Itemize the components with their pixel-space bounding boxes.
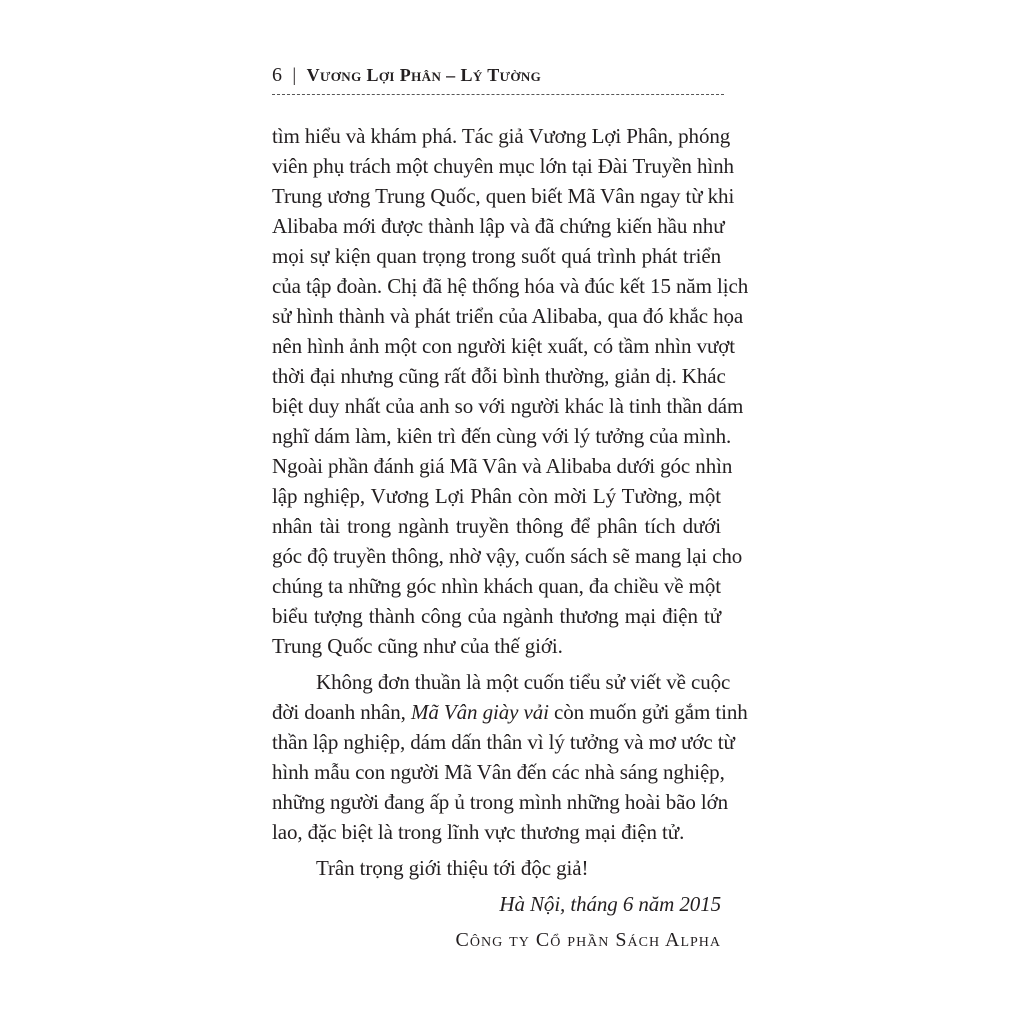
publisher-signature: Công ty Cổ phần Sách Alpha (455, 929, 721, 951)
text-line (272, 697, 748, 727)
header-divider (272, 94, 724, 95)
text-line: tìm hiểu và khám phá. Tác giả Vương Lợi Phân, phóng (272, 124, 731, 148)
text-line: lập nghiệp, Vương Lợi Phân còn mời Lý Tường, một (272, 484, 721, 508)
text-line: chúng ta những góc nhìn khách quan, đa chiều về một (272, 574, 721, 598)
page-number: 6 (272, 64, 283, 86)
running-header (272, 62, 724, 88)
text-line: của tập đoàn. Chị đã hệ thống hóa và đúc kết 15 năm lịch (272, 274, 749, 298)
text-line: biệt duy nhất của anh so với người khác là tinh thần dám (272, 394, 744, 418)
text-line: nghĩ dám làm, kiên trì đến cùng với lý tưởng của mình. (272, 424, 732, 448)
header-title: Vương Lợi Phân – Lý Tường (306, 65, 542, 85)
text-line: viên phụ trách một chuyên mục lớn tại Đài Truyền hình (272, 154, 734, 178)
closing-line: Trân trọng giới thiệu tới độc giả! (316, 856, 589, 880)
text-line: Trung ương Trung Quốc, quen biết Mã Vân ngay từ khi (272, 184, 735, 208)
text-line: lao, đặc biệt là trong lĩnh vực thương mại điện tử. (272, 820, 685, 844)
header-separator: | (292, 65, 297, 86)
paragraph-2 (272, 667, 748, 847)
body-text (272, 121, 749, 955)
text-line: thời đại nhưng cũng rất đỗi bình thường, giản dị. Khác (272, 364, 726, 388)
text-line: góc độ truyền thông, nhờ vậy, cuốn sách sẽ mang lại cho (272, 544, 743, 568)
dateline: Hà Nội, tháng 6 năm 2015 (499, 892, 721, 916)
text-fragment: đời doanh nhân, (272, 700, 411, 724)
text-fragment: còn muốn gửi gắm tinh (548, 700, 748, 724)
text-line: Ngoài phần đánh giá Mã Vân và Alibaba dưới góc nhìn (272, 454, 733, 478)
text-line: Alibaba mới được thành lập và đã chứng kiến hầu như (272, 214, 725, 238)
text-line: nhân tài trong ngành truyền thông để phân tích dưới (272, 514, 721, 538)
text-line: hình mẫu con người Mã Vân đến các nhà sáng nghiệp, (272, 760, 725, 784)
text-line: Trung Quốc cũng như của thế giới. (272, 634, 563, 658)
text-line: Không đơn thuần là một cuốn tiểu sử viết về cuộc (316, 670, 731, 694)
book-title-italic: Mã Vân giày vải (410, 700, 549, 724)
text-line: những người đang ấp ủ trong mình những hoài bão lớn (272, 790, 729, 814)
paragraph-1 (272, 121, 749, 661)
text-line: nên hình ảnh một con người kiệt xuất, có tầm nhìn vượt (272, 334, 735, 358)
text-line: sử hình thành và phát triển của Alibaba, qua đó khắc họa (272, 304, 744, 328)
text-line: mọi sự kiện quan trọng trong suốt quá trình phát triển (272, 244, 721, 268)
text-line: biểu tượng thành công của ngành thương mại điện tử (272, 604, 721, 628)
text-line: thần lập nghiệp, dám dấn thân vì lý tưởng và mơ ước từ (272, 730, 735, 754)
